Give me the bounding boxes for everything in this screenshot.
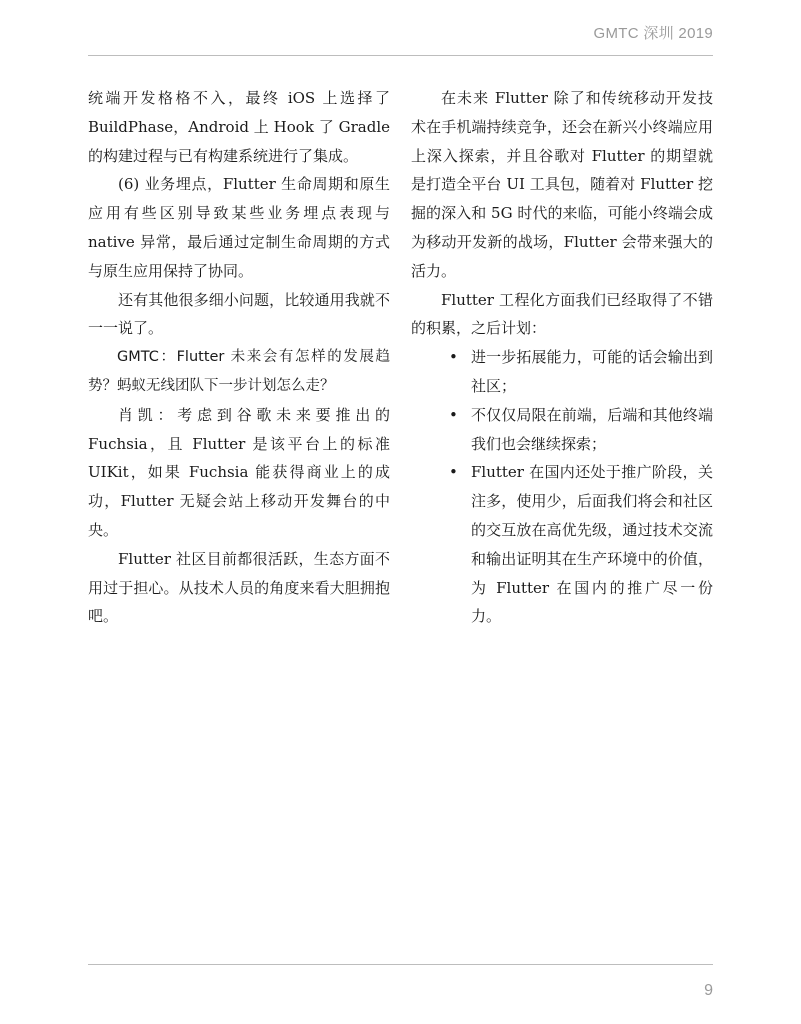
paragraph: Flutter 工程化方面我们已经取得了不错的积累，之后计划： [411,290,713,338]
running-header: GMTC 深圳 2019 [593,25,713,42]
paragraph: 在未来 Flutter 除了和传统移动开发技术在手机端持续竞争，还会在新兴小终端应用上深入探索，并且谷歌对 Flutter 的期望就是打造全平台 UI 工具包，随着对 Flutter 挖掘的深入和 5G 时代的来临，可能小终端会成为移动开发新的战场，Flutter 会带来强大的活力。 [411,89,713,280]
left-column [88,84,390,631]
list-item-text: Flutter 在国内还处于推广阶段，关注多，使用少，后面我们将会和社区的交互放在高优先级，通过技术交流和输出证明其在生产环境中的价值，为 Flutter 在国内的推广尽一份力。 [471,463,713,626]
paragraph: 还有其他很多细小问题，比较通用我就不一一说了。 [88,290,390,338]
footer-divider [88,964,713,965]
bullet-icon: • [449,348,458,367]
paragraph: (6) 业务埋点，Flutter 生命周期和原生应用有些区别导致某些业务埋点表现与 native 异常，最后通过定制生命周期的方式与原生应用保持了协同。 [88,175,390,280]
list-item-text: 不仅仅局限在前端，后端和其他终端我们也会继续探索； [471,405,713,453]
interview-answer: 肖凯：考虑到谷歌未来要推出的 Fuchsia，且 Flutter 是该平台上的标准 UIKit，如果 Fuchsia 能获得商业上的成功，Flutter 无疑会站上移动开发舞台的中央。 [88,405,390,539]
list-item [449,343,713,401]
list-item-text: 进一步拓展能力，可能的话会输出到社区； [471,348,713,395]
bullet-icon: • [449,405,458,424]
list-item [449,458,713,631]
interview-question: GMTC：Flutter 未来会有怎样的发展趋势？蚂蚁无线团队下一步计划怎么走？ [88,349,390,394]
header-divider [88,55,713,56]
paragraph: 统端开发格格不入，最终 iOS 上选择了 BuildPhase，Android 上 Hook 了 Gradle 的构建过程与已有构建系统进行了集成。 [88,89,390,165]
list-item [449,401,713,459]
right-column [411,84,713,631]
paragraph: Flutter 社区目前都很活跃，生态方面不用过于担心。从技术人员的角度来看大胆拥抱吧。 [88,549,390,626]
bullet-icon: • [449,463,458,482]
page-number: 9 [704,982,713,999]
plan-list [411,343,713,631]
